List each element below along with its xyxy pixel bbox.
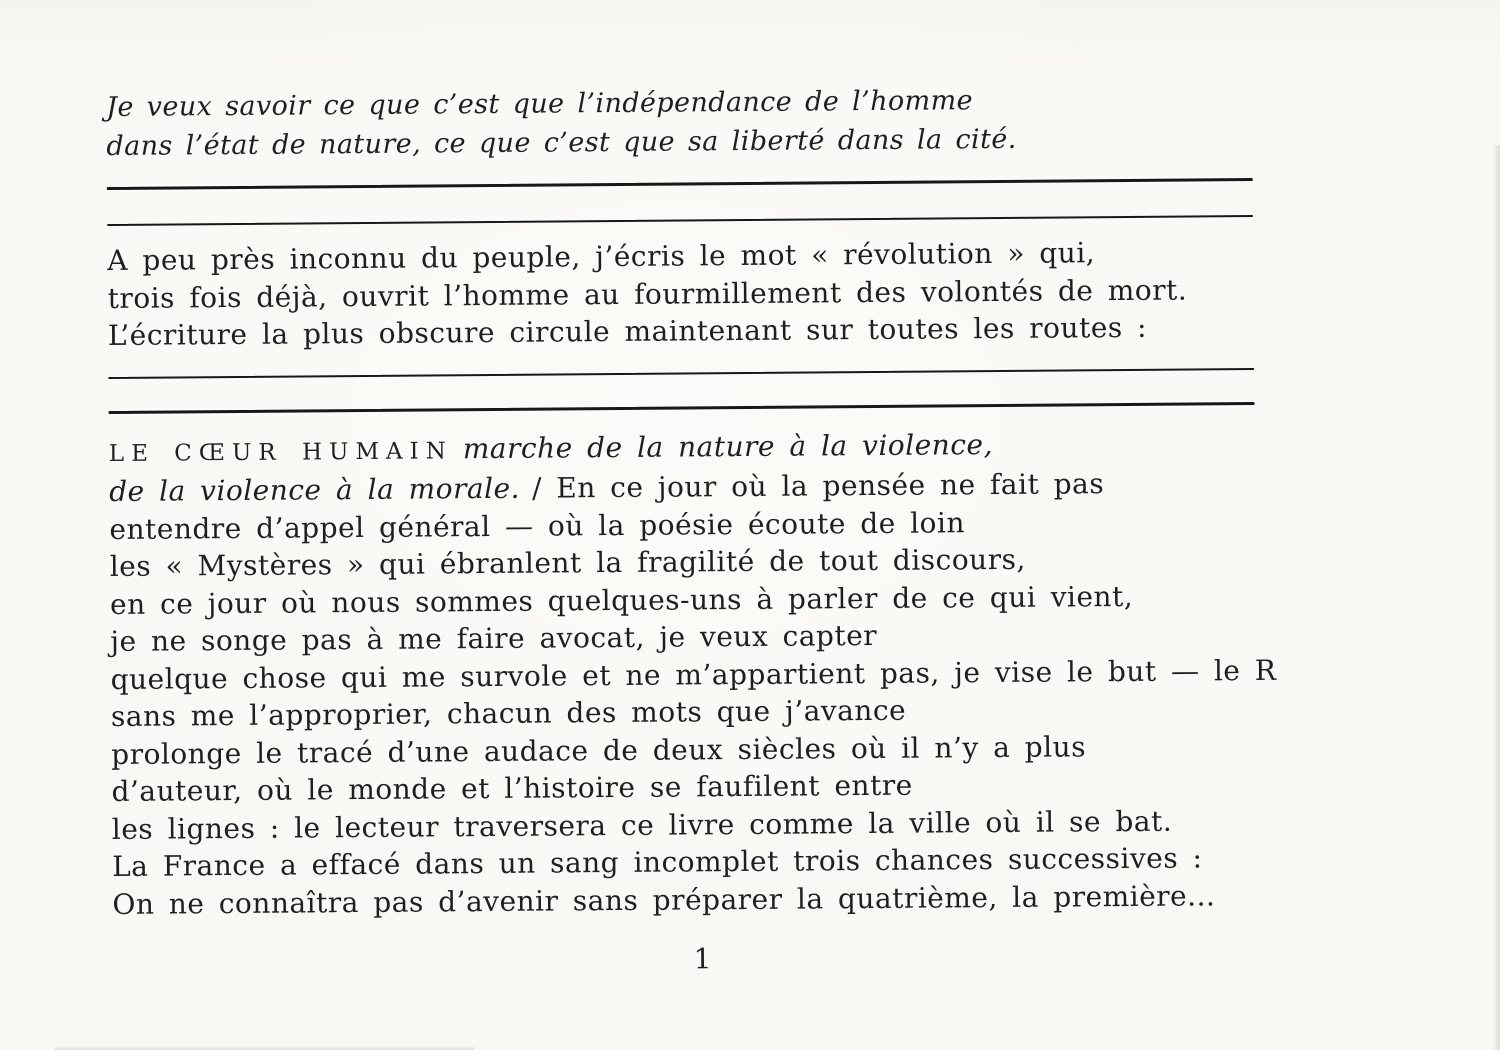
- text-line: A peu près inconnu du peuple, j’écris le mot « révolution » qui,: [107, 236, 1096, 277]
- text-line: sans me l’approprier, chacun des mots que j’avance: [110, 693, 907, 733]
- epigraph-line: dans l’état de nature, ce que c’est que sa liberté dans la cité.: [106, 123, 1017, 162]
- epigraph: [106, 79, 1287, 166]
- divider-rule: [107, 178, 1253, 190]
- page-edge-shadow-bottom: [55, 1046, 475, 1050]
- text-line: prolonge le tracé d’une audace de deux siècles où il n’y a plus: [111, 729, 1087, 771]
- text-line: trois fois déjà, ouvrit l’homme au fourmillement des volontés de mort.: [107, 273, 1188, 315]
- text-line: je ne songe pas à me faire avocat, je veux capter: [110, 618, 878, 658]
- smallcaps-lead: LE CŒUR HUMAIN: [108, 437, 453, 467]
- divider-rule: [107, 214, 1253, 226]
- text-line: quelque chose qui me survole et ne m’appartient pas, je vise le but — le R: [110, 653, 1277, 696]
- paragraph-intro: [107, 233, 1288, 355]
- text-line: On ne connaîtra pas d’avenir sans préparer la quatrième, la première...: [112, 878, 1216, 921]
- divider-rule: [108, 367, 1254, 379]
- text-line: La France a effacé dans un sang incomplet trois chances successives :: [111, 841, 1203, 883]
- page-number: 1: [693, 942, 713, 976]
- text-line: les « Mystères » qui ébranlent la fragilité de tout discours,: [109, 542, 1026, 583]
- italic-phrase: de la violence à la morale.: [109, 471, 521, 508]
- roman-phrase: / En ce jour où la pensée ne fait pas: [531, 467, 1105, 505]
- text-line: L’écriture la plus obscure circule maintenant sur toutes les routes :: [107, 310, 1148, 352]
- epigraph-line: Je veux savoir ce que c’est que l’indépendance de l’homme: [106, 85, 974, 123]
- paragraph-main: [109, 423, 1293, 923]
- page-edge-shadow-right: [1492, 145, 1500, 1050]
- text-line: en ce jour où nous sommes quelques-uns à parler de ce qui vient,: [109, 579, 1134, 621]
- text-line: les lignes : le lecteur traversera ce livre comme la ville où il se bat.: [111, 804, 1173, 846]
- page-content: [106, 79, 1293, 980]
- divider-rule: [109, 402, 1255, 414]
- text-line: d’auteur, où le monde et l’histoire se faufilent entre: [111, 768, 913, 808]
- text-line: entendre d’appel général — où la poésie écoute de loin: [109, 505, 966, 546]
- italic-phrase: marche de la nature à la violence,: [462, 427, 994, 465]
